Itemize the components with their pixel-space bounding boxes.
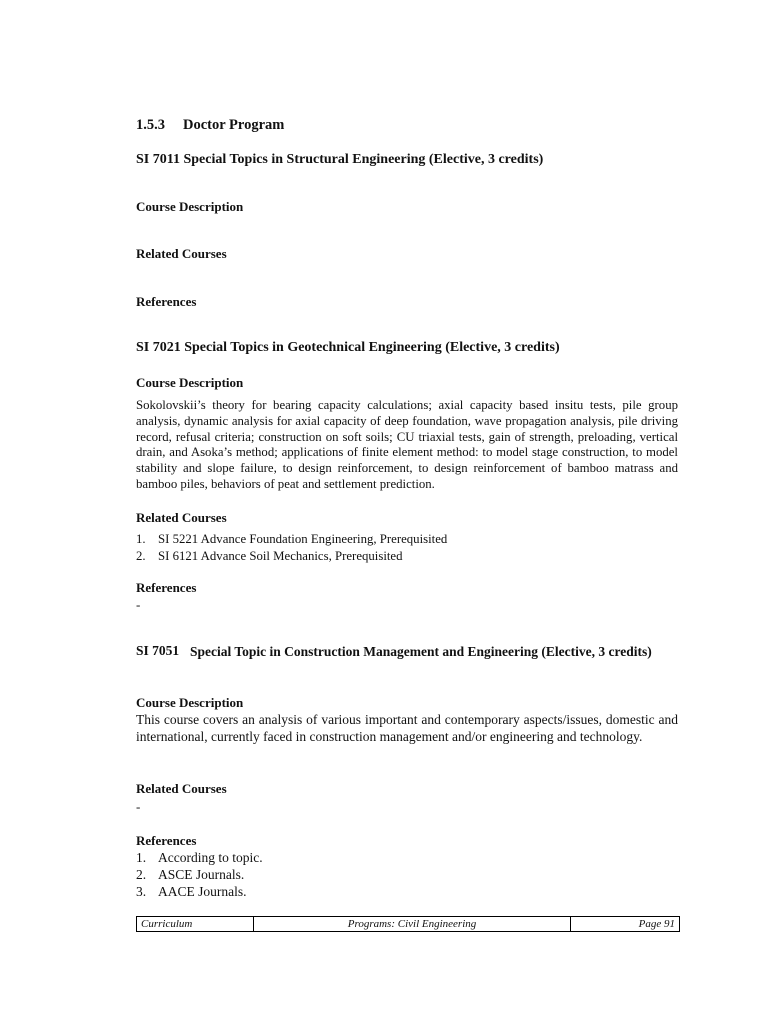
course2-related-list <box>136 531 447 565</box>
course3-related-value: - <box>136 799 141 814</box>
list-item: 1. According to topic. <box>136 850 263 865</box>
course2-description-heading: Course Description <box>136 375 244 390</box>
section-number: 1.5.3 <box>136 117 165 133</box>
section-title: Doctor Program <box>183 117 285 133</box>
footer-left: Curriculum <box>137 917 254 931</box>
course1-related-heading: Related Courses <box>136 246 227 261</box>
list-item: 2. ASCE Journals. <box>136 867 245 883</box>
page-footer <box>136 916 680 932</box>
list-item: 3. AACE Journals. <box>136 884 247 900</box>
course3-references-list <box>136 849 263 901</box>
list-item: 2. SI 6121 Advance Soil Mechanics, Prerequisited <box>136 548 403 563</box>
course3-references-heading: References <box>136 833 197 848</box>
course2-description: Sokolovskii’s theory for bearing capacity calculations; axial capacity based insitu tests, pile group analysis, dynamic analysis for axial capacity of deep foundation, wave propagation analysis, pile driving record, refusal criteria; construction on soft soils; CU triaxial tests, gain of strength, preloading, vertical drain, and Asoka’s method; applications of finite element method: to model stage construction, to model stability and slope failure, to design reinforcement, to design reinforcement of bamboo matrass and bamboo piles, behaviors of peat and settlement prediction. <box>136 398 678 491</box>
course1-references-heading: References <box>136 294 197 309</box>
footer-center: Programs: Civil Engineering <box>254 917 571 931</box>
course-title-si7021: SI 7021 Special Topics in Geotechnical Engineering (Elective, 3 credits) <box>136 340 560 355</box>
course3-description-heading: Course Description <box>136 695 244 710</box>
course2-related-heading: Related Courses <box>136 510 227 525</box>
course3-related-heading: Related Courses <box>136 781 227 796</box>
course2-references-heading: References <box>136 580 197 595</box>
list-item: 1. SI 5221 Advance Foundation Engineering, Prerequisited <box>136 532 448 546</box>
course2-references-value: - <box>136 597 141 612</box>
footer-page-number: Page 91 <box>638 918 675 930</box>
course3-description: This course covers an analysis of various important and contemporary aspects/issues, domestic and international, currently faced in construction management and/or engineering and technology. <box>136 712 678 745</box>
course-title-si7011: SI 7011 Special Topics in Structural Engineering (Elective, 3 credits) <box>136 152 544 167</box>
course1-description-heading: Course Description <box>136 199 244 214</box>
section-heading <box>136 117 284 134</box>
course3-title-text: Special Topic in Construction Management and Engineering (Elective, 3 credits) <box>190 644 652 659</box>
course3-code: SI 7051 <box>136 643 180 658</box>
